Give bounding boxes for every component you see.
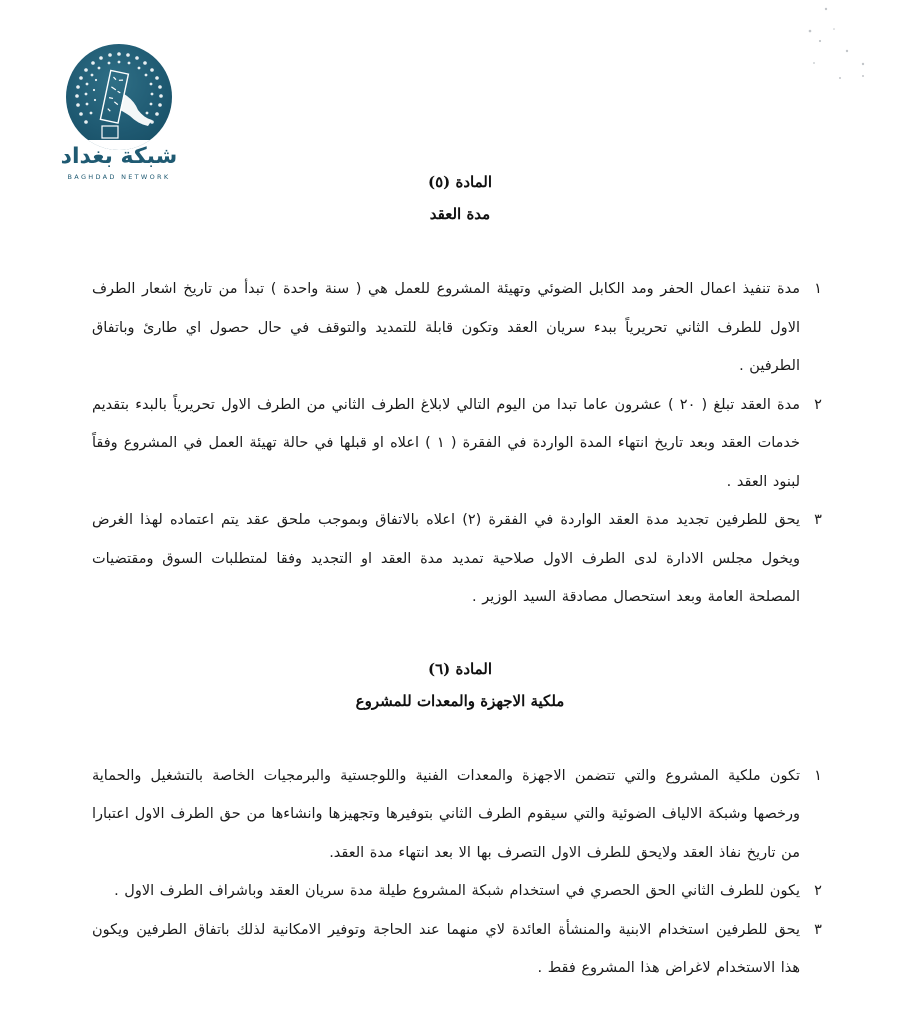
clause-number: ٣ (814, 512, 822, 528)
clause-number: ٣ (814, 921, 822, 938)
logo-arabic-name: شبكة بغداد (60, 144, 178, 169)
logo-english-name: BAGHDAD NETWORK (67, 173, 171, 181)
clause-text: مدة تنفيذ اعمال الحفر ومد الكابل الضوئي وتهيئة المشروع للعمل هي ( سنة واحدة ) تبدأ من تاريخ اشعار الطرف الاول للطرف الثاني تحريرياً ببدء سريان العقد وتكون قابلة للتمديد والتوقف في حال حصول اي طارئ وباتفاق الطرفين . (92, 281, 800, 374)
scan-specks-decoration (807, 0, 897, 100)
clause-item (92, 501, 828, 617)
clause-text: مدة العقد تبلغ ( ٢٠ ) عشرون عاما تبدا من اليوم التالي لابلاغ الطرف الثاني من الطرف الاول تحريرياً بالبدء بتقديم خدمات العقد وبعد تاريخ انتهاء المدة الواردة في الفقرة ( ١ ) اعلاه او قبلها في حالة تهيئة العمل في المشروع وفقاً لبنود العقد . (92, 396, 801, 490)
article-title: مدة العقد (429, 205, 491, 223)
article-5 (92, 166, 828, 617)
clause-text: يكون للطرف الثاني الحق الحصري في استخدام شبكة المشروع طيلة مدة سريان العقد وباشراف الطرف الاول . (114, 883, 800, 899)
clause-number: ٢ (814, 883, 822, 899)
document-page (92, 160, 828, 988)
clause-number: ١ (814, 767, 822, 784)
clause-text: تكون ملكية المشروع والتي تتضمن الاجهزة والمعدات الفنية واللوجستية والبرمجيات الخاصة بالتشغيل والحماية ورخصها وشبكة الالياف الضوئية والتي سيقوم الطرف الثاني بتوفيرها وتجهيزها وانشاءها من حق الطرف الاول اعتبارا من تاريخ نفاذ العقد ولايحق للطرف الاول التصرف بها الا بعد انتهاء مدة العقد. (92, 767, 800, 861)
article-clauses (92, 757, 828, 988)
clause-text: يحق للطرفين استخدام الابنية والمنشأة العائدة لاي منهما عند الحاجة وتوفير الامكانية لذلك باتفاق الطرفين ويكون هذا الاستخدام لاغراض هذا المشروع فقط . (92, 921, 800, 976)
article-clauses (92, 270, 828, 617)
clause-item (92, 386, 828, 502)
article-6 (92, 653, 828, 988)
clause-item (92, 911, 828, 988)
article-heading: المادة (٦) (427, 659, 492, 678)
clause-number: ١ (814, 281, 822, 297)
article-heading: المادة (٥) (427, 173, 492, 191)
hand-holding-cuneiform-tablet-icon (66, 44, 172, 150)
article-title: ملكية الاجهزة والمعدات للمشروع (355, 691, 565, 710)
clause-text: يحق للطرفين تجديد مدة العقد الواردة في الفقرة (٢) اعلاه بالاتفاق وبموجب ملحق عقد يتم اعتماده لهذا الغرض ويخول مجلس الادارة لدى الطرف الاول صلاحية تمديد مدة العقد او التجديد وفقا لمتطلبات السوق ومقتضيات المصلحة العامة وبعد استحصال مصادقة السيد الوزير . (92, 512, 800, 605)
clause-item (92, 872, 828, 911)
clause-number: ٢ (814, 396, 822, 413)
clause-item (92, 757, 828, 873)
clause-item (92, 270, 828, 386)
